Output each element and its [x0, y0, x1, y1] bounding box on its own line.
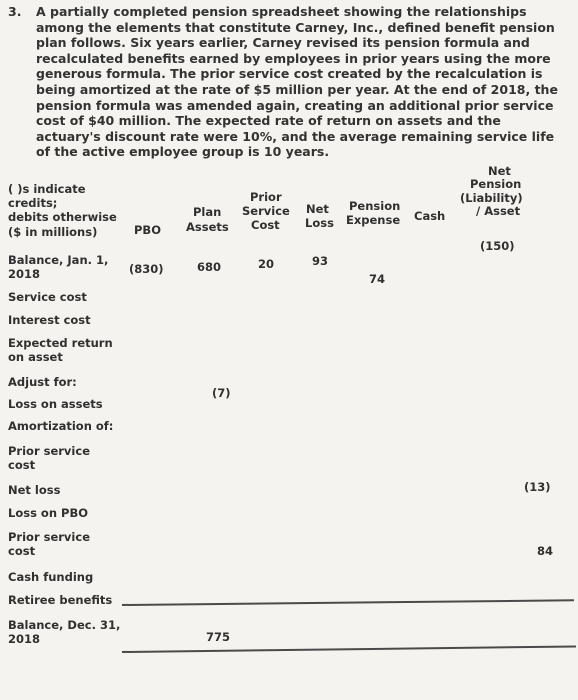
col-header-net-pension-1: Net — [488, 164, 511, 178]
col-header-prior-service-2: Service — [242, 204, 290, 218]
row-label-interest-cost: Interest cost — [8, 313, 91, 327]
value-jan-net-loss: 93 — [312, 254, 329, 268]
value-prior-service-net-pension: 84 — [537, 544, 554, 558]
col-header-prior-service-3: Cost — [251, 218, 280, 232]
col-header-prior-service-1: Prior — [250, 190, 282, 204]
row-label-expected-return-2: on asset — [8, 350, 63, 364]
legend-line-1: ( )s indicate — [8, 182, 86, 196]
row-label-prior-service-cost-2: cost — [8, 458, 36, 472]
value-jan-plan-assets: 680 — [197, 260, 222, 274]
row-label-expected-return-1: Expected return — [8, 336, 113, 350]
row-label-loss-on-pbo: Loss on PBO — [8, 506, 88, 520]
row-label-balance-jan-1: Balance, Jan. 1, — [8, 253, 109, 267]
value-net-loss-net-pension: (13) — [524, 480, 551, 494]
row-label-prior-service-cost2-1: Prior service — [8, 530, 90, 544]
col-header-pbo: PBO — [134, 223, 161, 237]
col-header-net-pension-2: Pension — [470, 177, 522, 191]
col-header-net-loss-2: Loss — [305, 216, 334, 230]
col-header-cash: Cash — [414, 209, 446, 223]
row-label-amortization-of: Amortization of: — [8, 419, 114, 433]
row-label-balance-jan-2: 2018 — [8, 267, 41, 281]
legend-line-4: ($ in millions) — [8, 225, 98, 239]
value-dec-plan-assets: 775 — [206, 630, 231, 644]
row-label-balance-dec-1: Balance, Dec. 31, — [8, 618, 121, 632]
row-label-balance-dec-2: 2018 — [8, 632, 41, 646]
row-label-net-loss: Net loss — [8, 483, 61, 497]
col-header-plan-assets-1: Plan — [193, 205, 222, 219]
legend-line-3: debits otherwise — [8, 210, 117, 224]
legend-line-2: credits; — [8, 196, 58, 210]
question-block — [8, 4, 560, 160]
row-label-adjust-for: Adjust for: — [8, 375, 77, 389]
question-number: 3. — [8, 4, 22, 19]
col-header-plan-assets-2: Assets — [186, 220, 229, 234]
row-label-retiree-benefits: Retiree benefits — [8, 593, 113, 607]
balance-rule-line — [122, 645, 576, 652]
row-label-cash-funding: Cash funding — [8, 570, 94, 584]
row-label-prior-service-cost-1: Prior service — [8, 444, 90, 458]
col-header-net-pension-3: (Liability) — [460, 191, 523, 205]
col-header-net-loss-1: Net — [306, 202, 329, 216]
row-label-prior-service-cost2-2: cost — [8, 544, 36, 558]
value-jan-prior-service: 20 — [258, 257, 275, 271]
col-header-pension-expense-2: Expense — [346, 213, 401, 227]
question-text: A partially completed pension spreadsheet showing the relationships among the elements that constitute Carney, Inc., defined benefit pension plan follows. Six years earlier, Carney revised its pension formula and recalculated benefits earned by employees in prior years using the more generous formula. The prior service cost created by the recalculation is being amortized at the rate of $5 million per year. At the end of 2018, the pension formula was amended again, creating an additional prior service cost of $40 million. The expected rate of return on assets and the actuary's discount rate were 10%, and the average remaining service life of the active employee group is 10 years. — [36, 4, 558, 160]
col-header-net-pension-4: / Asset — [476, 204, 521, 218]
col-header-pension-expense-1: Pension — [349, 199, 401, 213]
row-label-service-cost: Service cost — [8, 290, 87, 304]
value-pension-expense: 74 — [369, 272, 386, 286]
value-jan-net-pension: (150) — [480, 239, 515, 253]
value-loss-on-assets-plan: (7) — [212, 386, 231, 400]
row-label-loss-on-assets: Loss on assets — [8, 397, 103, 411]
value-jan-pbo: (830) — [129, 262, 164, 276]
total-rule-line — [122, 599, 574, 605]
